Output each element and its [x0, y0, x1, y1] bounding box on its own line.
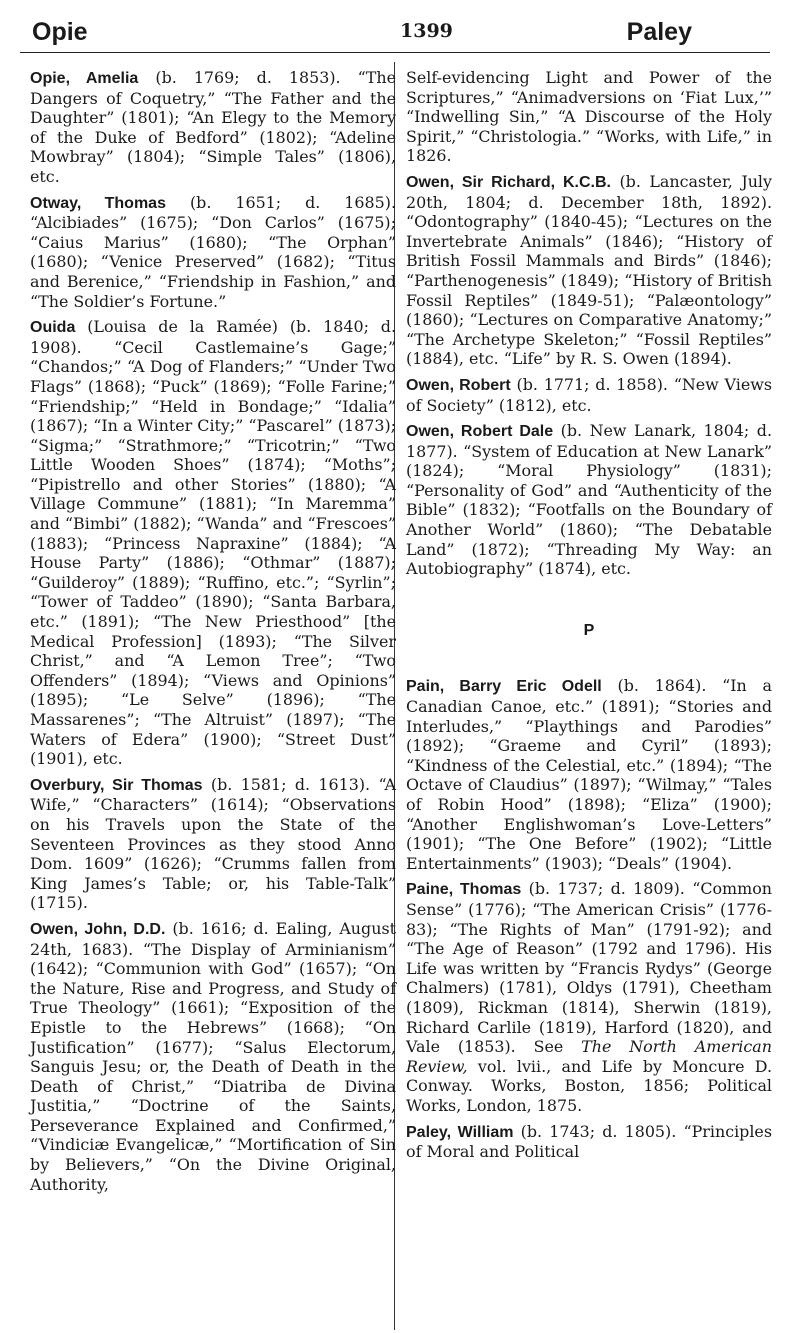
entry	[406, 1122, 772, 1162]
page-number: 1399	[400, 20, 453, 42]
section-letter: P	[583, 621, 595, 639]
entry-text: (b. 1737; d. 1809). “Common Sense” (1776); “The American Crisis” (1776-83); “The Rights of Man” (1791-92); and “The Age of Reason” (1792 and 1796). His Life was written by “Francis Rydys” (George Chalmers) (1781), Oldys (1791), Cheetham (1809), Rickman (1814), Sherwin (1819), Richard Carlile (1819), Harford (1820), and Vale (1853). See	[406, 879, 772, 1057]
running-head	[20, 10, 780, 54]
entry-text: (b. New Lanark, 1804; d. 1877). “System of Education at New Lanark” (1824); “Moral Physiology” (1831); “Personality of God” and “Authenticity of the Bible” (1832); “Footfalls on the Boundary of Another World” (1860); “The Debatable Land” (1872); “Threading My Way: an Autobiography” (1874), etc.	[406, 421, 773, 579]
entry-text: (b. 1581; d. 1613). “A Wife,” “Characters” (1614); “Observations on his Travels upon the State of the Seventeen Provinces as they stood Anno Dom. 1609” (1626); “Crumms fallen from King James’s Table; or, his Table-Talk” (1715).	[30, 774, 396, 913]
running-head-right: Paley	[626, 18, 692, 46]
entry	[30, 68, 396, 187]
entry	[406, 375, 772, 415]
entry-text: (b. 1651; d. 1685). “Alcibiades” (1675); “Don Carlos” (1675); “Caius Marius” (1680); “The Orphan” (1680); “Venice Preserved” (1682); “Titus and Berenice,” “Friendship in Fashion,” and “The Soldier’s Fortune.”	[30, 192, 396, 311]
entry-headword: Owen, Robert Dale	[406, 423, 554, 441]
entry	[30, 193, 396, 312]
right-column	[406, 68, 772, 1168]
entry	[406, 879, 772, 1115]
entry	[30, 919, 396, 1194]
entry	[406, 172, 772, 369]
entry	[30, 317, 396, 769]
entry-headword: Overbury, Sir Thomas	[30, 776, 203, 794]
left-column	[30, 68, 396, 1200]
entry	[406, 421, 772, 579]
entry-text: (b. Lancaster, July 20th, 1804; d. December 18th, 1892). “Odontography” (1840-45); “Lectures on the Invertebrate Animals” (1846); “History of British Fossil Mammals and Birds” (1846); “Parthenogenesis” (1849); “History of British Fossil Reptiles” (1849-51); “Palæontology” (1860); “Lectures on Comparative Anatomy;” “The Archetype Skeleton;” “Fossil Reptiles” (1884), etc. “Life” by R. S. Owen (1894).	[406, 171, 772, 369]
entry	[30, 775, 396, 913]
header-rule	[20, 52, 770, 53]
entry-text: (b. 1743; d. 1805). “Principles of Moral and Political	[406, 1121, 772, 1162]
entry	[406, 68, 772, 166]
entry-text: (Louisa de la Ramée) (b. 1840; d. 1908). “Cecil Castlemaine’s Gage;” “Chandos;” “A Dog of Flanders;” “Under Two Flags” (1868); “Puck” (1869); “Folle Farine;” “Friendship;” “Held in Bondage;” “Idalia” (1867); “In a Winter City;” “Pascarel” (1873); “Sigma;” “Strathmore;” “Tricotrin;” “Two Little Wooden Shoes” (1874); “Moths”; “Pipistrello and other Stories” (1880); “A Village Commune” (1881); “In Maremma” and “Bimbi” (1882); “Wanda” and “Frescoes” (1883); “Princess Napraxine” (1884); “A House Party” (1886); “Othmar” (1887); “Guilderoy” (1889); “Ruffino, etc.”; “Syrlin”; “Tower of Taddeo” (1890); “Santa Barbara, etc.” (1891); “The New Priesthood” [the Medical Profession] (1893); “The Silver Christ,” and “A Lemon Tree”; “Two Offenders” (1894); “Views and Opinions” (1895); “Le Selve” (1896); “The Massarenes”; “The Altruist” (1897); “The Waters of Edera” (1900); “Street Dust” (1901), etc.	[30, 317, 396, 769]
entry-text: (b. 1864). “In a Canadian Canoe, etc.” (1891); “Stories and Interludes,” “Playthings and Parodies” (1892); “Graeme and Cyril” (1893); “Kindness of the Celestial, etc.” (1894); “The Octave of Claudius” (1897); “Wilmay,” “Tales of Robin Hood” (1898); “Eliza” (1900); “Another Englishwoman’s Love-Letters” (1901); “The One Before” (1902); “Little Entertainments” (1903); “Deals” (1904).	[406, 676, 772, 873]
entry-headword: Opie, Amelia	[30, 70, 139, 87]
entry-headword: Paine, Thomas	[406, 881, 522, 899]
entry-text-continued: vol. lvii., and Life by Moncure D. Conway. Works, Boston, 1856; Political Works, London, 1875.	[406, 1056, 772, 1115]
entry-headword: Otway, Thomas	[30, 194, 166, 212]
entry-text: (b. 1616; d. Ealing, August 24th, 1683). “The Display of Arminianism” (1642); “Communion with God” (1657); “On the Nature, Rise and Progress, and Study of True Theology” (1661); “Exposition of the Epistle to the Hebrews” (1668); “On Justification” (1677); “Salus Electorum, Sanguis Jesu; or, the Death of Death in the Death of Christ,” “Diatriba de Divina Justitia,” “Doctrine of the Saints, Perseverance Explained and Confirmed,” “Vindiciæ Evangelicæ,” “Mortification of Sin by Believers,” “On the Divine Original, Authority,	[30, 918, 396, 1194]
entry-headword: Paley, William	[406, 1123, 514, 1141]
entry-italic-title: The North American Review,	[406, 1037, 772, 1076]
entry-text: (b. 1769; d. 1853). “The Dangers of Coquetry,” “The Father and the Daughter” (1801); “An Elegy to the Memory of the Duke of Bedford” (1802); “Adeline Mowbray” (1804); “Simple Tales” (1806), etc.	[30, 68, 397, 186]
entry-headword: Pain, Barry Eric Odell	[406, 678, 602, 696]
running-head-left: Opie	[32, 18, 88, 46]
entry-text: (b. 1771; d. 1858). “New Views of Society” (1812), etc.	[406, 374, 772, 415]
entry-text: Self-evidencing Light and Power of the Scriptures,” “Animadversions on ‘Fiat Lux,’” “Indwelling Sin,” “A Discourse of the Holy Spirit,” “Christologia.” “Works, with Life,” in 1826.	[406, 68, 772, 166]
entry-headword: Owen, Robert	[406, 376, 511, 394]
entry-headword: Owen, Sir Richard, K.C.B.	[406, 173, 611, 191]
entry-headword: Owen, John, D.D.	[30, 920, 166, 938]
entry	[406, 676, 772, 873]
entry-headword: Ouida	[30, 319, 76, 337]
